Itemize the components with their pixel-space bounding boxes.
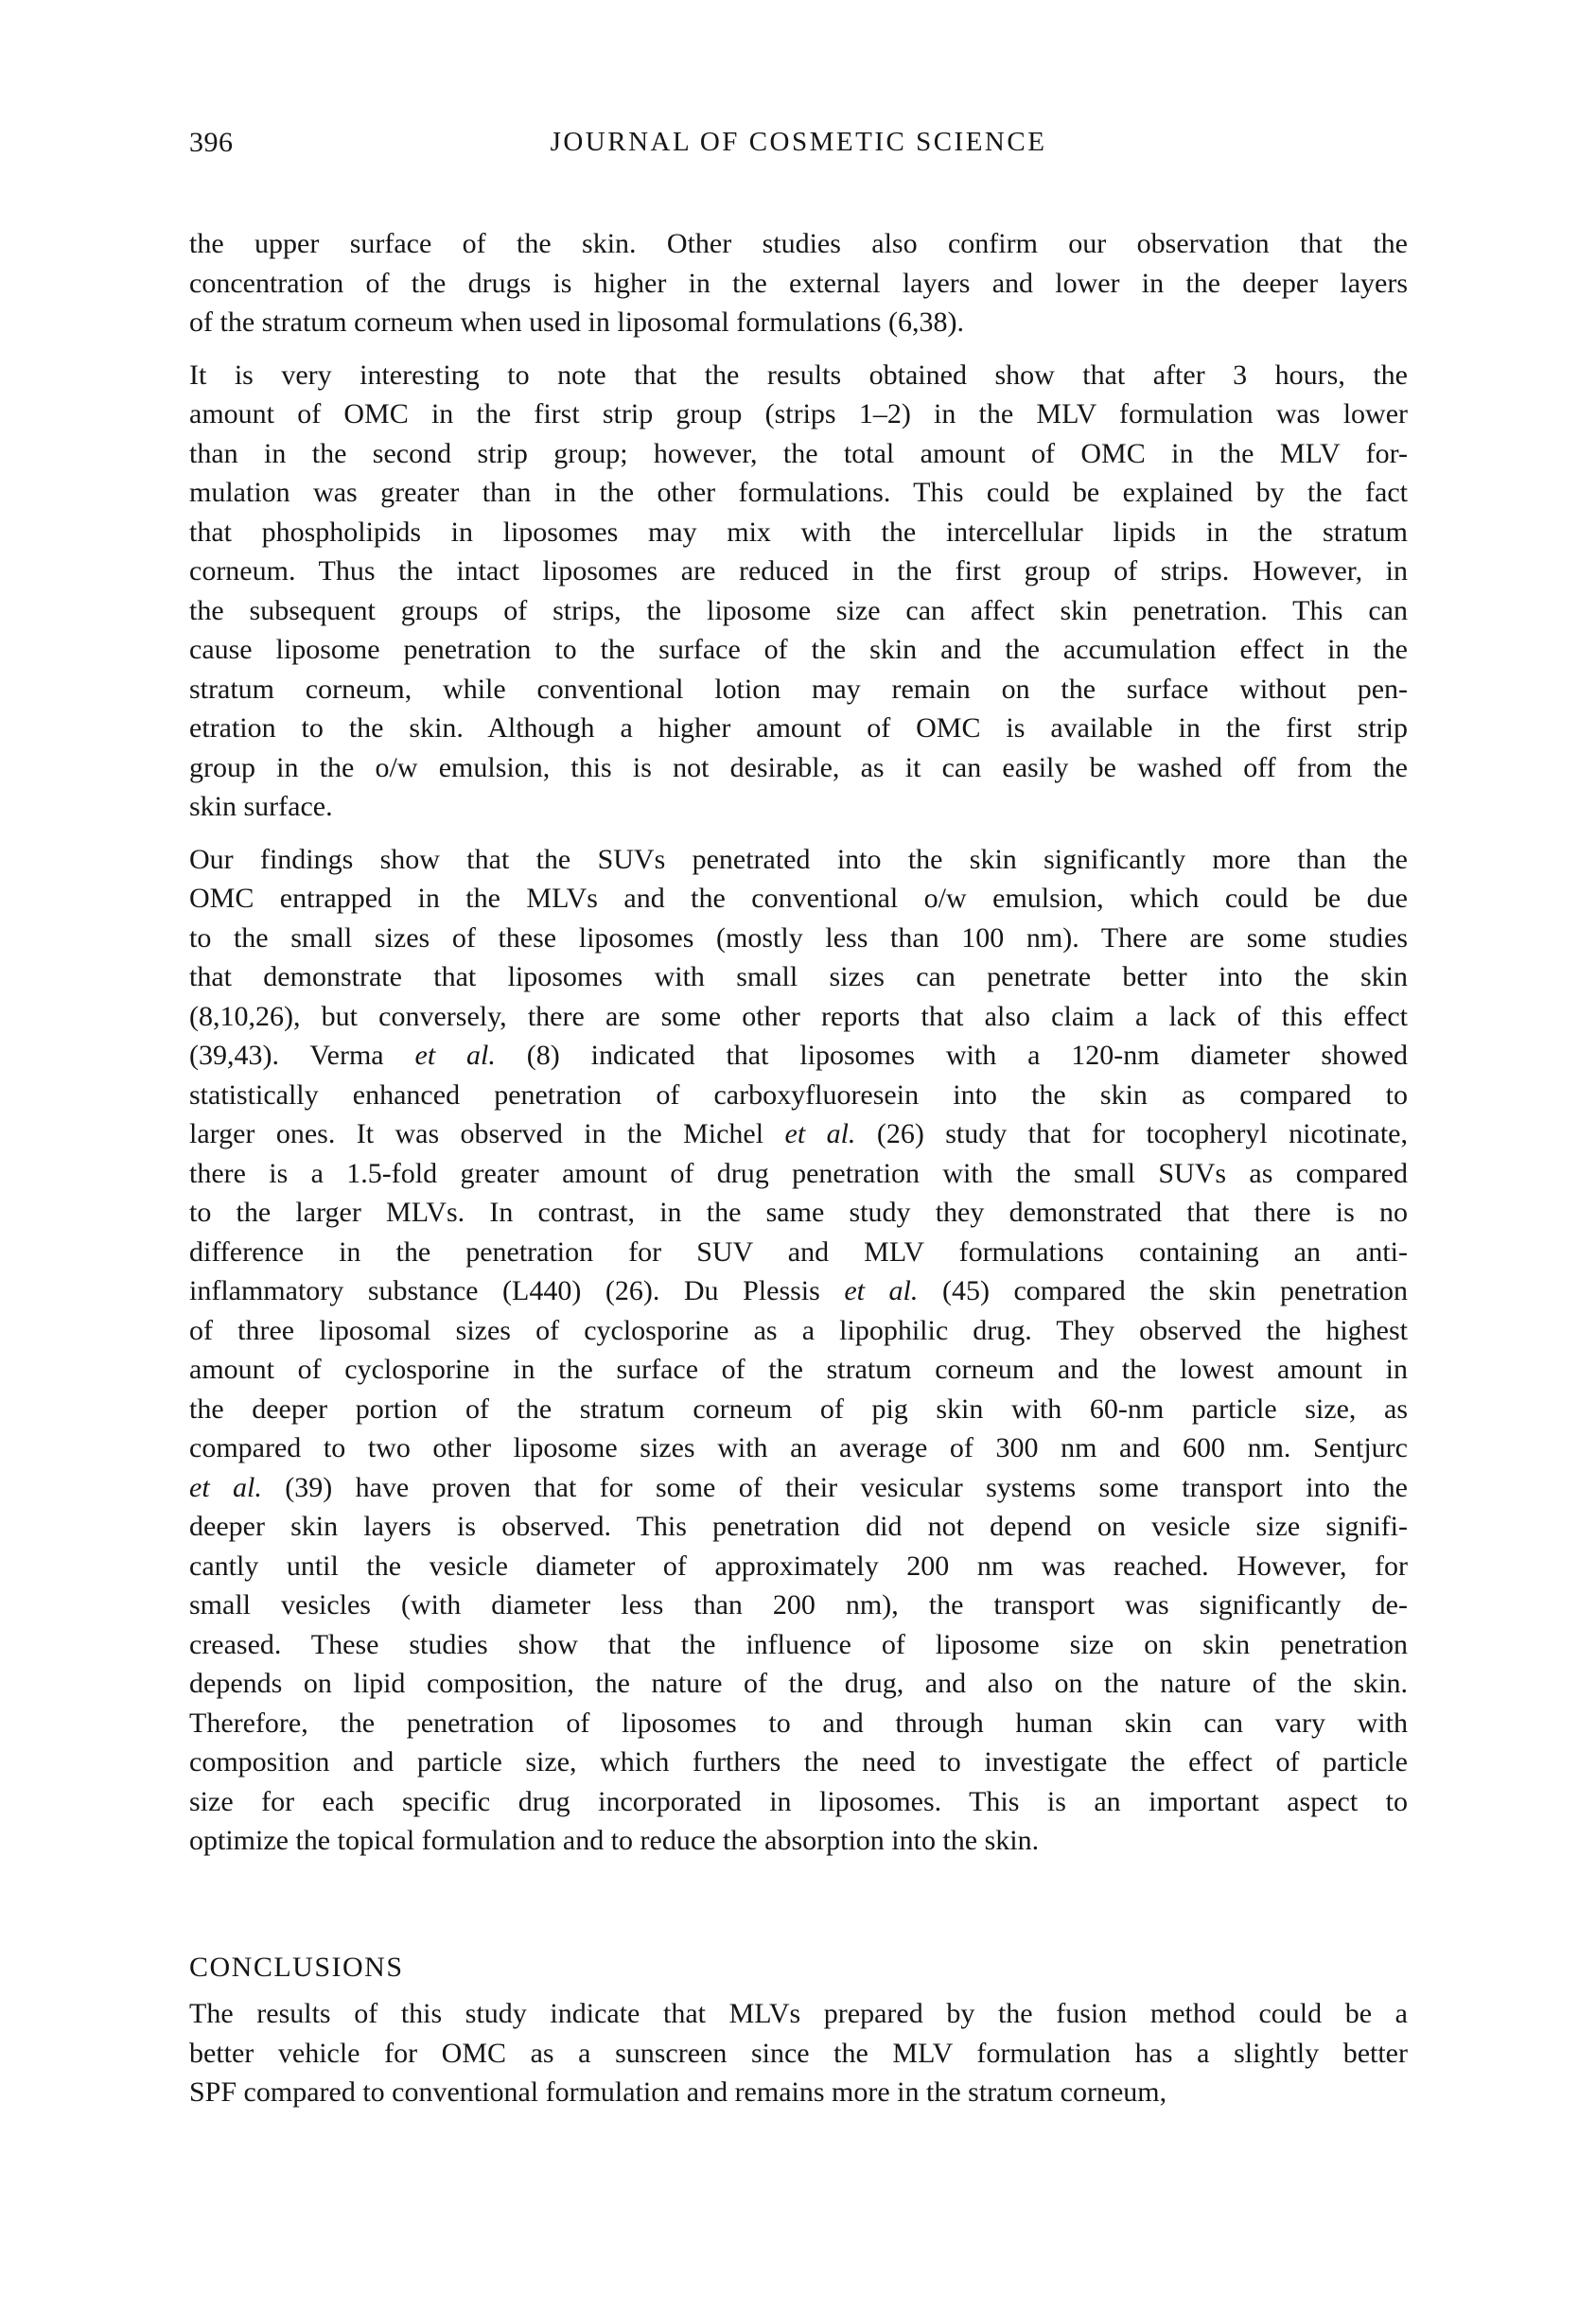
text-line: that phospholipids in liposomes may mix with the intercellular lipids in the stratum	[189, 516, 1408, 548]
text-line: amount of cyclosporine in the surface of the stratum corneum and the lowest amount in	[189, 1354, 1408, 1385]
text-line: creased. These studies show that the influence of liposome size on skin penetration	[189, 1628, 1408, 1660]
text-line: (8,10,26), but conversely, there are some other reports that also claim a lack of this effect	[189, 1000, 1408, 1032]
page-number: 396	[189, 127, 234, 158]
text-line: inflammatory substance (L440) (26). Du Plessis et al. (45) compared the skin penetration	[189, 1275, 1409, 1306]
text-line: amount of OMC in the first strip group (strips 1–2) in the MLV formulation was lower	[189, 398, 1408, 429]
text-line: the deeper portion of the stratum corneum of pig skin with 60-nm particle size, as	[189, 1392, 1408, 1425]
text-line: etration to the skin. Although a higher amount of OMC is available in the first strip	[189, 712, 1408, 744]
paragraph	[189, 224, 1408, 342]
text-line: cause liposome penetration to the surface of the skin and the accumulation effect in the	[189, 634, 1408, 665]
journal-title: JOURNAL OF COSMETIC SCIENCE	[550, 127, 1047, 157]
text-line: cantly until the vesicle diameter of approximately 200 nm was reached. However, for	[189, 1550, 1408, 1582]
paragraph	[189, 840, 1408, 1861]
text-line: to the larger MLVs. In contrast, in the same study they demonstrated that there is no	[189, 1197, 1408, 1228]
text-line: that demonstrate that liposomes with small sizes can penetrate better into the skin	[189, 961, 1408, 992]
text-line: concentration of the drugs is higher in the external layers and lower in the deeper layers	[189, 267, 1408, 299]
text-line: statistically enhanced penetration of carboxyfluoresein into the skin as compared to	[189, 1078, 1408, 1111]
text-line: than in the second strip group; however, the total amount of OMC in the MLV for-	[189, 437, 1408, 469]
text-line: optimize the topical formulation and to reduce the absorption into the skin.	[189, 1825, 1040, 1856]
text-line: mulation was greater than in the other formulations. This could be explained by the fact	[189, 477, 1408, 508]
text-line: skin surface.	[189, 791, 333, 822]
text-line: stratum corneum, while conventional lotion may remain on the surface without pen-	[189, 673, 1408, 705]
text-line: OMC entrapped in the MLVs and the conventional o/w emulsion, which could be due	[189, 883, 1408, 914]
text-line: composition and particle size, which furthers the need to investigate the effect of particle	[189, 1746, 1408, 1778]
text-line: better vehicle for OMC as a sunscreen since the MLV formulation has a slightly better	[189, 2037, 1408, 2069]
text-line: of the stratum corneum when used in liposomal formulations (6,38).	[189, 307, 965, 338]
text-line: (39,43). Verma et al. (8) indicated that liposomes with a 120-nm diameter showed	[189, 1040, 1408, 1071]
text-line: It is very interesting to note that the results obtained show that after 3 hours, the	[189, 359, 1408, 391]
paragraph	[189, 356, 1408, 827]
text-line: there is a 1.5-fold greater amount of drug penetration with the small SUVs as compared	[189, 1157, 1408, 1189]
text-line: the upper surface of the skin. Other studies also confirm our observation that the	[189, 228, 1408, 259]
text-line: the subsequent groups of strips, the liposome size can affect skin penetration. This can	[189, 594, 1408, 626]
text-line: of three liposomal sizes of cyclosporine as a lipophilic drug. They observed the highest	[189, 1314, 1408, 1346]
text-line: Therefore, the penetration of liposomes to and through human skin can vary with	[189, 1707, 1408, 1739]
text-line: small vesicles (with diameter less than 200 nm), the transport was significantly de-	[189, 1589, 1408, 1620]
text-line: The results of this study indicate that MLVs prepared by the fusion method could be a	[189, 1998, 1408, 2029]
running-head	[189, 126, 1408, 166]
text-line: Our findings show that the SUVs penetrated into the skin significantly more than the	[189, 843, 1408, 875]
text-line: SPF compared to conventional formulation and remains more in the stratum corneum,	[189, 2076, 1167, 2108]
section-heading: CONCLUSIONS	[189, 1951, 404, 1983]
text-line: deeper skin layers is observed. This penetration did not depend on vesicle size signifi-	[189, 1511, 1408, 1542]
body-text	[189, 224, 1408, 2126]
text-line: group in the o/w emulsion, this is not desirable, as it can easily be washed off from the	[189, 751, 1408, 783]
text-line: compared to two other liposome sizes with an average of 300 nm and 600 nm. Sentjurc	[189, 1432, 1408, 1463]
paragraph	[189, 1994, 1408, 2112]
text-line: et al. (39) have proven that for some of their vesicular systems some transport into the	[189, 1471, 1408, 1503]
text-line: size for each specific drug incorporated in liposomes. This is an important aspect to	[189, 1785, 1408, 1817]
text-line: depends on lipid composition, the nature of the drug, and also on the nature of the skin.	[189, 1668, 1408, 1699]
text-line: to the small sizes of these liposomes (mostly less than 100 nm). There are some studies	[189, 921, 1408, 954]
text-line: difference in the penetration for SUV and MLV formulations containing an anti-	[189, 1235, 1408, 1268]
text-line: corneum. Thus the intact liposomes are reduced in the first group of strips. However, in	[189, 555, 1408, 587]
text-line: larger ones. It was observed in the Michel et al. (26) study that for tocopheryl nicotinate,	[189, 1118, 1408, 1149]
